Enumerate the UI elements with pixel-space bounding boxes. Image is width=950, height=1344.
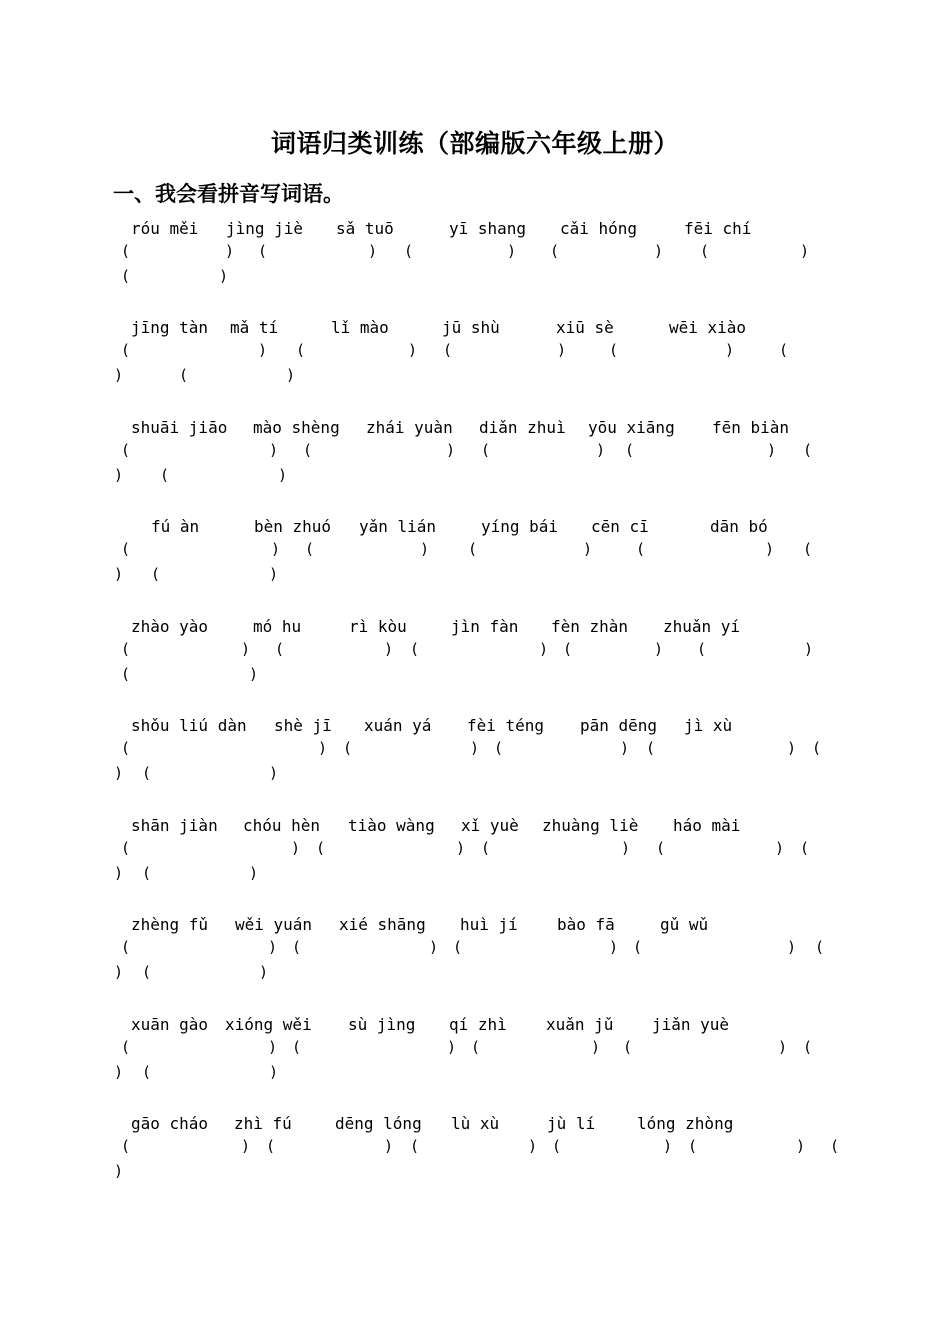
answer-bracket-open: ( [563, 640, 573, 658]
answer-bracket-close: ) [654, 640, 664, 658]
answer-bracket-open: ( [800, 839, 810, 857]
pinyin-prompt: mǎ tí [230, 318, 279, 337]
pinyin-prompt: pān dēng [580, 716, 658, 735]
answer-bracket-close: ) [219, 267, 229, 285]
answer-bracket-open: ( [179, 366, 189, 384]
pinyin-prompt: shǒu liú dàn [131, 716, 247, 735]
pinyin-prompt: jìn fàn [451, 617, 519, 636]
answer-bracket-close: ) [800, 242, 810, 260]
answer-bracket-open: ( [625, 441, 635, 459]
answer-bracket-open: ( [803, 1038, 813, 1056]
answer-bracket-close: ) [591, 1038, 601, 1056]
answer-bracket-open: ( [258, 242, 268, 260]
answer-bracket-open: ( [633, 938, 643, 956]
answer-bracket-open: ( [494, 739, 504, 757]
answer-bracket-open: ( [343, 739, 353, 757]
answer-bracket-close: ) [775, 839, 785, 857]
answer-bracket-close: ) [249, 665, 259, 683]
pinyin-prompt: róu měi [131, 219, 199, 238]
answer-bracket-open: ( [404, 242, 414, 260]
answer-bracket-close: ) [368, 242, 378, 260]
pinyin-prompt: xuān gào [131, 1015, 209, 1034]
pinyin-prompt: wēi xiào [669, 318, 747, 337]
pinyin-prompt: fú àn [151, 517, 200, 536]
answer-bracket-open: ( [121, 839, 131, 857]
pinyin-prompt: huì jí [460, 915, 518, 934]
answer-bracket-close: ) [114, 1063, 124, 1081]
pinyin-prompt: jì xù [684, 716, 733, 735]
answer-bracket-close: ) [778, 1038, 788, 1056]
answer-bracket-open: ( [121, 665, 131, 683]
answer-bracket-open: ( [275, 640, 285, 658]
pinyin-prompt: gāo cháo [131, 1114, 209, 1133]
answer-bracket-close: ) [384, 640, 394, 658]
pinyin-prompt: cēn cī [591, 517, 649, 536]
answer-bracket-close: ) [663, 1137, 673, 1155]
answer-bracket-open: ( [550, 242, 560, 260]
answer-bracket-close: ) [114, 864, 124, 882]
pinyin-prompt: rì kòu [349, 617, 407, 636]
pinyin-prompt: xǐ yuè [461, 816, 519, 835]
pinyin-prompt: jìng jiè [226, 219, 304, 238]
exercise-group [0, 1114, 950, 1194]
answer-bracket-open: ( [410, 1137, 420, 1155]
answer-bracket-close: ) [114, 963, 124, 981]
pinyin-prompt: fēi chí [684, 219, 752, 238]
exercise-group [0, 219, 950, 299]
answer-bracket-open: ( [830, 1137, 840, 1155]
answer-bracket-close: ) [269, 1063, 279, 1081]
exercise-group [0, 816, 950, 896]
answer-bracket-close: ) [787, 938, 797, 956]
answer-bracket-close: ) [249, 864, 259, 882]
pinyin-prompt: zhèng fǔ [131, 915, 209, 934]
answer-bracket-close: ) [269, 764, 279, 782]
answer-bracket-open: ( [266, 1137, 276, 1155]
exercise-group [0, 716, 950, 796]
pinyin-prompt: xuán yá [364, 716, 432, 735]
answer-bracket-close: ) [596, 441, 606, 459]
answer-bracket-close: ) [609, 938, 619, 956]
answer-bracket-close: ) [259, 963, 269, 981]
pinyin-prompt: zhái yuàn [366, 418, 453, 437]
pinyin-prompt: yíng bái [481, 517, 559, 536]
pinyin-prompt: zhì fú [234, 1114, 292, 1133]
answer-bracket-open: ( [803, 441, 813, 459]
pinyin-prompt: gǔ wǔ [660, 915, 709, 934]
pinyin-prompt: jīng tàn [131, 318, 209, 337]
answer-bracket-close: ) [765, 540, 775, 558]
pinyin-prompt: shuāi jiāo [131, 418, 228, 437]
answer-bracket-open: ( [121, 242, 131, 260]
pinyin-prompt: lǐ mào [331, 318, 389, 337]
answer-bracket-open: ( [160, 466, 170, 484]
answer-bracket-open: ( [151, 565, 161, 583]
answer-bracket-close: ) [557, 341, 567, 359]
answer-bracket-open: ( [481, 441, 491, 459]
answer-bracket-close: ) [384, 1137, 394, 1155]
answer-bracket-close: ) [583, 540, 593, 558]
answer-bracket-close: ) [456, 839, 466, 857]
answer-bracket-open: ( [700, 242, 710, 260]
answer-bracket-open: ( [292, 1038, 302, 1056]
pinyin-prompt: háo mài [673, 816, 741, 835]
answer-bracket-open: ( [121, 441, 131, 459]
answer-bracket-open: ( [121, 1038, 131, 1056]
pinyin-prompt: diǎn zhuì [479, 418, 566, 437]
pinyin-prompt: fēn biàn [712, 418, 790, 437]
pinyin-prompt: mó hu [253, 617, 302, 636]
answer-bracket-open: ( [305, 540, 315, 558]
answer-bracket-open: ( [803, 540, 813, 558]
answer-bracket-close: ) [114, 764, 124, 782]
answer-bracket-open: ( [121, 739, 131, 757]
pinyin-prompt: jù lí [547, 1114, 596, 1133]
answer-bracket-close: ) [528, 1137, 538, 1155]
answer-bracket-open: ( [142, 1063, 152, 1081]
answer-bracket-close: ) [291, 839, 301, 857]
worksheet-title: 词语归类训练（部编版六年级上册） [270, 129, 679, 158]
pinyin-prompt: tiào wàng [348, 816, 435, 835]
answer-bracket-open: ( [552, 1137, 562, 1155]
pinyin-prompt: qí zhì [449, 1015, 507, 1034]
answer-bracket-close: ) [114, 366, 124, 384]
exercise-group [0, 418, 950, 498]
answer-bracket-open: ( [481, 839, 491, 857]
answer-bracket-close: ) [420, 540, 430, 558]
answer-bracket-open: ( [609, 341, 619, 359]
pinyin-prompt: fèn zhàn [551, 617, 629, 636]
section-heading: 一、我会看拼音写词语。 [113, 182, 344, 206]
pinyin-prompt: dān bó [710, 517, 768, 536]
answer-bracket-open: ( [815, 938, 825, 956]
pinyin-prompt: lóng zhòng [637, 1114, 734, 1133]
answer-bracket-close: ) [408, 341, 418, 359]
answer-bracket-open: ( [688, 1137, 698, 1155]
answer-bracket-close: ) [621, 839, 631, 857]
answer-bracket-open: ( [303, 441, 313, 459]
answer-bracket-close: ) [620, 739, 630, 757]
answer-bracket-open: ( [142, 963, 152, 981]
pinyin-prompt: sù jìng [348, 1015, 416, 1034]
pinyin-prompt: zhuǎn yí [663, 617, 741, 636]
answer-bracket-close: ) [225, 242, 235, 260]
exercise-group [0, 318, 950, 398]
answer-bracket-close: ) [268, 938, 278, 956]
pinyin-prompt: xiū sè [556, 318, 614, 337]
answer-bracket-close: ) [268, 1038, 278, 1056]
answer-bracket-open: ( [410, 640, 420, 658]
answer-bracket-open: ( [636, 540, 646, 558]
answer-bracket-close: ) [654, 242, 664, 260]
pinyin-prompt: xuǎn jǔ [546, 1015, 614, 1034]
pinyin-prompt: zhuàng liè [542, 816, 639, 835]
pinyin-prompt: bèn zhuó [254, 517, 332, 536]
answer-bracket-close: ) [318, 739, 328, 757]
exercise-group [0, 1015, 950, 1095]
answer-bracket-close: ) [446, 441, 456, 459]
answer-bracket-open: ( [121, 267, 131, 285]
answer-bracket-close: ) [258, 341, 268, 359]
answer-bracket-open: ( [142, 764, 152, 782]
pinyin-prompt: xié shāng [339, 915, 426, 934]
answer-bracket-close: ) [271, 540, 281, 558]
answer-bracket-open: ( [623, 1038, 633, 1056]
answer-bracket-close: ) [269, 441, 279, 459]
answer-bracket-close: ) [804, 640, 814, 658]
pinyin-prompt: mào shèng [253, 418, 340, 437]
pinyin-prompt: shè jī [274, 716, 332, 735]
answer-bracket-close: ) [114, 565, 124, 583]
answer-bracket-open: ( [443, 341, 453, 359]
answer-bracket-open: ( [656, 839, 666, 857]
pinyin-prompt: jiǎn yuè [652, 1015, 730, 1034]
answer-bracket-close: ) [447, 1038, 457, 1056]
pinyin-prompt: shān jiàn [131, 816, 218, 835]
answer-bracket-open: ( [453, 938, 463, 956]
answer-bracket-close: ) [286, 366, 296, 384]
pinyin-prompt: wěi yuán [235, 915, 313, 934]
answer-bracket-open: ( [296, 341, 306, 359]
pinyin-prompt: jū shù [442, 318, 500, 337]
pinyin-prompt: sǎ tuō [336, 219, 394, 238]
answer-bracket-open: ( [316, 839, 326, 857]
pinyin-prompt: dēng lóng [335, 1114, 422, 1133]
answer-bracket-close: ) [114, 466, 124, 484]
answer-bracket-close: ) [787, 739, 797, 757]
answer-bracket-close: ) [539, 640, 549, 658]
answer-bracket-close: ) [796, 1137, 806, 1155]
answer-bracket-open: ( [121, 1137, 131, 1155]
exercise-group [0, 517, 950, 597]
answer-bracket-open: ( [121, 938, 131, 956]
answer-bracket-close: ) [767, 441, 777, 459]
answer-bracket-open: ( [471, 1038, 481, 1056]
answer-bracket-close: ) [241, 640, 251, 658]
answer-bracket-open: ( [779, 341, 789, 359]
pinyin-prompt: cǎi hóng [560, 219, 638, 238]
answer-bracket-close: ) [278, 466, 288, 484]
answer-bracket-open: ( [121, 341, 131, 359]
pinyin-prompt: yī shang [449, 219, 527, 238]
pinyin-prompt: fèi téng [467, 716, 545, 735]
answer-bracket-open: ( [292, 938, 302, 956]
answer-bracket-close: ) [429, 938, 439, 956]
pinyin-prompt: bào fā [557, 915, 615, 934]
answer-bracket-open: ( [812, 739, 822, 757]
exercise-group [0, 617, 950, 697]
answer-bracket-close: ) [470, 739, 480, 757]
exercise-group [0, 915, 950, 995]
answer-bracket-open: ( [468, 540, 478, 558]
answer-bracket-close: ) [241, 1137, 251, 1155]
pinyin-prompt: chóu hèn [243, 816, 321, 835]
pinyin-prompt: yōu xiāng [588, 418, 675, 437]
answer-bracket-open: ( [142, 864, 152, 882]
answer-bracket-open: ( [646, 739, 656, 757]
answer-bracket-open: ( [697, 640, 707, 658]
pinyin-prompt: yǎn lián [359, 517, 437, 536]
answer-bracket-open: ( [121, 640, 131, 658]
answer-bracket-close: ) [725, 341, 735, 359]
pinyin-prompt: xióng wěi [225, 1015, 312, 1034]
answer-bracket-open: ( [121, 540, 131, 558]
answer-bracket-close: ) [269, 565, 279, 583]
pinyin-prompt: lù xù [451, 1114, 500, 1133]
answer-bracket-close: ) [114, 1162, 124, 1180]
answer-bracket-close: ) [507, 242, 517, 260]
pinyin-prompt: zhào yào [131, 617, 209, 636]
